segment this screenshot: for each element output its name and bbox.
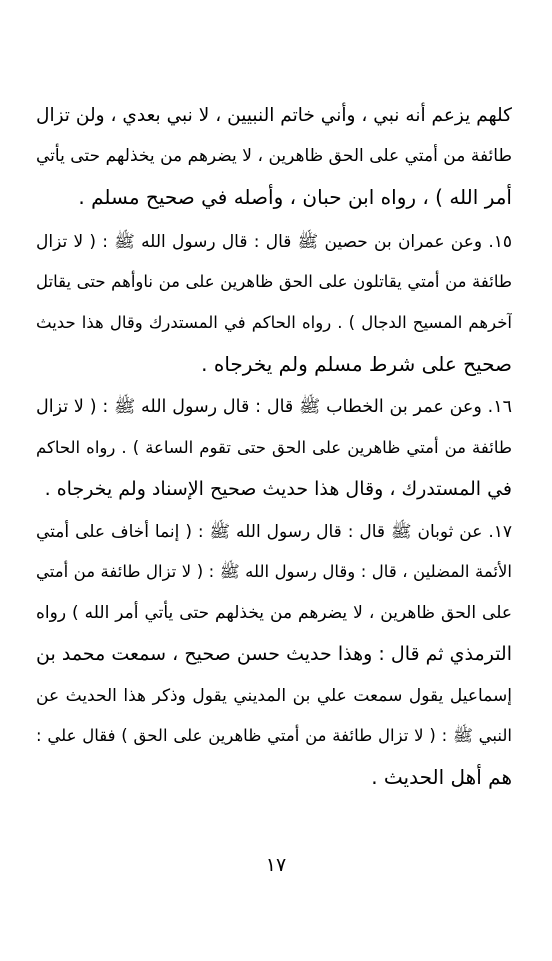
hadith-16-line-1: ١٦. وعن عمر بن الخطاب ﷺ قال : قال رسول الله ﷺ : ( لا تزال — [36, 397, 512, 417]
hadith-15-line-4: صحيح على شرط مسلم ولم يخرجاه . — [201, 352, 512, 376]
hadith-15-line-3: آخرهم المسيح الدجال ) . رواه الحاكم في المستدرك وقال هذا حديث — [36, 313, 512, 332]
hadith-17-line-7: هم أهل الحديث . — [371, 765, 512, 789]
page-number: ١٧ — [265, 854, 287, 876]
text-line-2: طائفة من أمتي على الحق ظاهرين ، لا يضرهم من يخذلهم حتى يأتي — [36, 146, 512, 166]
hadith-16-line-2: طائفة من أمتي ظاهرين على الحق حتى تقوم الساعة ) . رواه الحاكم — [36, 438, 512, 457]
hadith-17-line-6: النبي ﷺ : ( لا تزال طائفة من أمتي ظاهرين على الحق ) فقال علي : — [36, 726, 512, 745]
hadith-17-line-1: ١٧. عن ثوبان ﷺ قال : قال رسول الله ﷺ : ( إنما أخاف على أمتي — [36, 522, 512, 542]
hadith-15-line-1: ١٥. وعن عمران بن حصين ﷺ قال : قال رسول الله ﷺ : ( لا تزال — [36, 232, 512, 252]
text-line-1: كلهم يزعم أنه نبي ، وأني خاتم النبيين ، لا نبي بعدي ، ولن تزال — [36, 105, 512, 126]
hadith-17-line-5: إسماعيل يقول سمعت علي بن المديني يقول وذكر هذا الحديث عن — [36, 686, 512, 706]
hadith-16-line-3: في المستدرك ، وقال هذا حديث صحيح الإسناد ولم يخرجاه . — [44, 478, 512, 500]
hadith-15-line-2: طائفة من أمتي يقاتلون على الحق ظاهرين على من ناوأهم حتى يقاتل — [36, 272, 512, 291]
hadith-17-line-2: الأئمة المضلين ، قال : وقال رسول الله ﷺ : ( لا تزال طائفة من أمتي — [36, 562, 512, 581]
hadith-17-line-4: الترمذي ثم قال : وهذا حديث حسن صحيح ، سمعت محمد بن — [36, 643, 512, 665]
hadith-17-line-3: على الحق ظاهرين ، لا يضرهم من يخذلهم حتى يأتي أمر الله ) رواه — [36, 603, 512, 623]
text-line-3: أمر الله ) ، رواه ابن حبان ، وأصله في صحيح مسلم . — [78, 185, 512, 209]
